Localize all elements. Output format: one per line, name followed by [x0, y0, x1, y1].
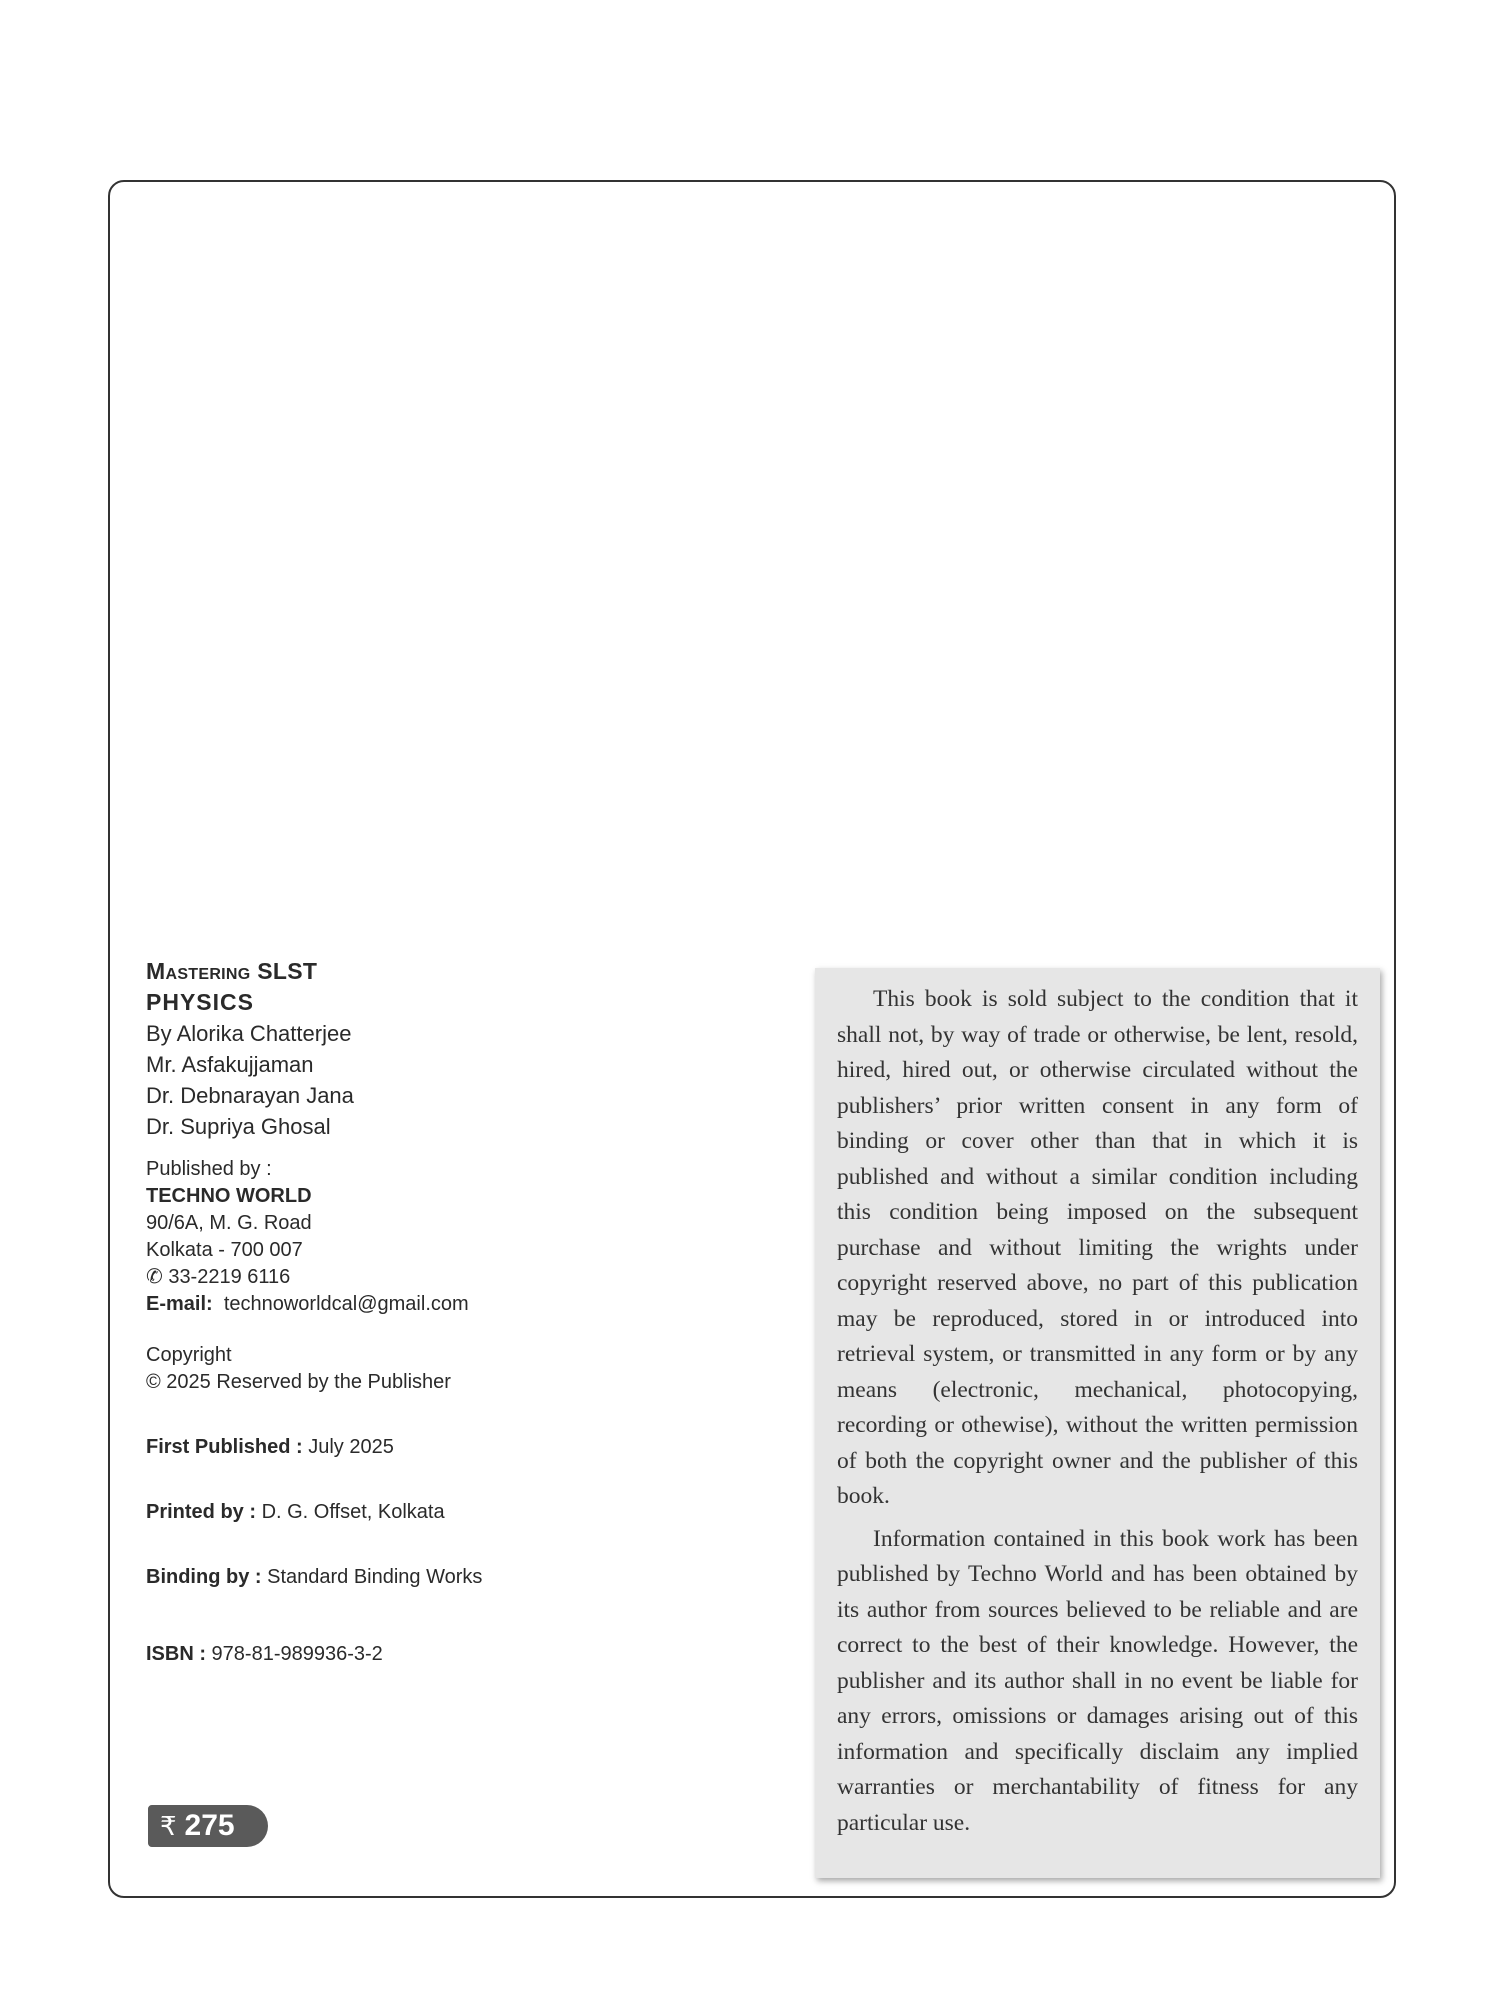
series-title: Mastering SLST — [146, 958, 318, 984]
first-published-value: July 2025 — [302, 1436, 394, 1458]
binding-by-value: Standard Binding Works — [261, 1566, 483, 1588]
price-value: 275 — [184, 1809, 235, 1842]
author-line: By Alorika Chatterjee — [146, 1021, 352, 1046]
publisher-block — [146, 1156, 746, 1668]
copyright-label: Copyright — [146, 1344, 232, 1366]
email-label: E-mail: — [146, 1293, 213, 1315]
isbn-row — [146, 1641, 746, 1668]
binding-by-row — [146, 1564, 746, 1591]
author-line: Dr. Supriya Ghosal — [146, 1114, 331, 1139]
copyright-notice-box — [815, 968, 1380, 1878]
published-by-label: Published by : — [146, 1158, 272, 1180]
first-published-label: First Published : — [146, 1436, 303, 1458]
publisher-address-line: 90/6A, M. G. Road — [146, 1212, 312, 1234]
notice-paragraph: This book is sold subject to the condition that it shall not, by way of trade or otherwise, be lent, resold, hired, hired out, or otherwise circulated without the publishers’ prior written consent in any form of binding or cover other than that in which it is published and without a similar condition including this condition being imposed on the subsequent purchase and without limiting the wrights under copyright reserved above, no part of this publication may be reproduced, stored in or introduced into retrieval system, or transmitted in any form or by any means (electronic, mechanical, photocopying, recording or othewise), without the written permission of both the copyright owner and the publisher of this book. — [837, 986, 1358, 1509]
publisher-email-row — [146, 1291, 746, 1318]
publisher-phone: ✆ 33-2219 6116 — [146, 1266, 291, 1288]
publisher-address-city: Kolkata - 700 007 — [146, 1239, 303, 1261]
copyright-block — [146, 1342, 746, 1396]
publisher-name: TECHNO WORLD — [146, 1185, 312, 1207]
binding-by-label: Binding by : — [146, 1566, 262, 1588]
notice-paragraph: Information contained in this book work has been published by Techno World and has been obtained by its author from sources believed to be reliable and are correct to the best of their knowledge. However, the publisher and its author shall in no event be liable for any errors, omissions or damages arising out of this information and specifically disclaim any implied warranties or merchantability of fitness for any particular use. — [837, 1525, 1358, 1836]
imprint-block — [146, 956, 746, 1668]
author-line: Dr. Debnarayan Jana — [146, 1083, 354, 1108]
subject-title: PHYSICS — [146, 989, 254, 1015]
copyright-text: © 2025 Reserved by the Publisher — [146, 1371, 451, 1393]
isbn-label: ISBN : — [146, 1643, 206, 1665]
author-line: Mr. Asfakujjaman — [146, 1052, 314, 1077]
printed-by-row — [146, 1499, 746, 1526]
first-published-row — [146, 1434, 746, 1461]
isbn-value: 978-81-989936-3-2 — [206, 1643, 383, 1665]
rupee-icon: ₹ — [160, 1811, 177, 1841]
price-tag — [148, 1805, 268, 1847]
printed-by-label: Printed by : — [146, 1501, 257, 1523]
email-address: technoworldcal@gmail.com — [223, 1293, 469, 1315]
printed-by-value: D. G. Offset, Kolkata — [256, 1501, 445, 1523]
